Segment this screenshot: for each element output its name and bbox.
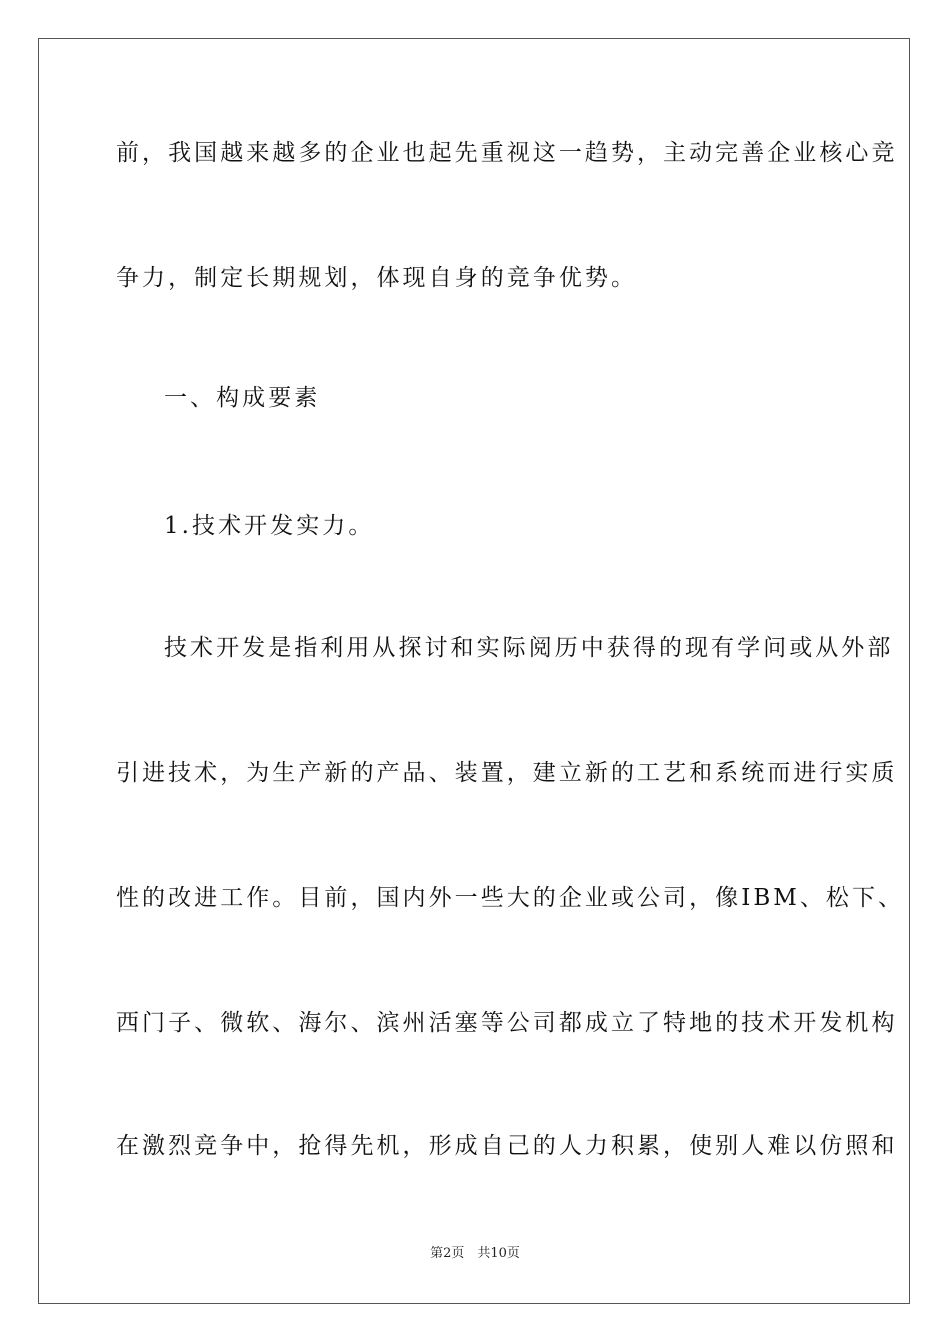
body-text-line-6: 西门子、微软、海尔、滨州活塞等公司都成立了特地的技术开发机构 [116, 1010, 898, 1036]
page-border [38, 38, 910, 1304]
body-text-line-4: 引进技术，为生产新的产品、装置，建立新的工艺和系统而进行实质 [116, 760, 898, 786]
section-heading: 一、构成要素 [164, 385, 321, 411]
body-text-line-5: 性的改进工作。目前，国内外一些大的企业或公司，像IBM、松下、 [116, 885, 905, 911]
body-text-line-1: 前，我国越来越多的企业也起先重视这一趋势，主动完善企业核心竞 [116, 140, 898, 166]
body-text-line-3: 技术开发是指利用从探讨和实际阅历中获得的现有学问或从外部 [164, 635, 894, 661]
body-text-line-2: 争力，制定长期规划，体现自身的竞争优势。 [116, 265, 637, 291]
subsection-heading: 1.技术开发实力。 [164, 513, 375, 539]
body-text-line-7: 在激烈竞争中，抢得先机，形成自己的人力积累，使别人难以仿照和 [116, 1133, 898, 1159]
page-number-footer: 第2页 共10页 [430, 1246, 520, 1261]
